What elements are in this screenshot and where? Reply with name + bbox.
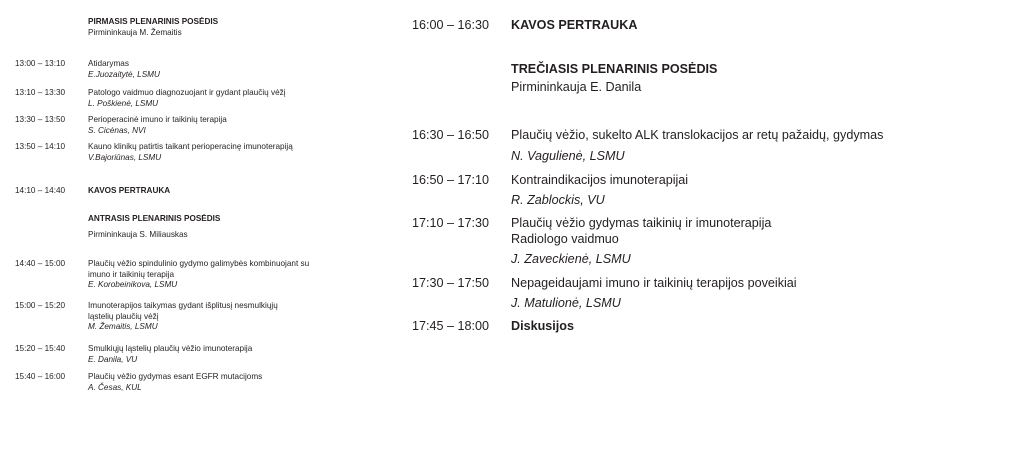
session-3-chair: Pirmininkauja E. Danila [511,79,642,94]
break-time: 14:10 – 14:40 [15,186,66,195]
talk-time: 16:30 – 16:50 [412,128,490,142]
talk-speaker: E.Juozaitytė, LSMU [88,69,160,79]
talk-time: 15:40 – 16:00 [15,372,66,381]
session-1-chair: Pirmininkauja M. Žemaitis [88,27,182,37]
talk-speaker: E. Danila, VU [88,354,138,364]
talk-time: 17:10 – 17:30 [412,216,490,230]
session-1-title: PIRMASIS PLENARINIS POSĖDIS [88,17,219,26]
talk-title-line: Radiologo vaidmuo [511,231,619,246]
talk-speaker: E. Korobeinikova, LSMU [88,280,178,290]
talk-title-line: Imunoterapijos taikymas gydant išplitusį nesmulkiųjų [88,301,278,310]
talk-time: 14:40 – 15:00 [15,259,66,268]
talk-title-line: Plaučių vėžio spindulinio gydymo galimybės kombinuojant su [88,259,310,268]
talk-title: Atidarymas [88,59,129,68]
talk-speaker: J. Matulionė, LSMU [511,295,621,310]
talk-speaker: S. Cicėnas, NVI [88,125,146,135]
talk-speaker: V.Bajoriūnas, LSMU [88,152,162,162]
talk-title-line: imuno ir taikinių terapija [88,269,175,279]
session-2-chair: Pirmininkauja S. Miliauskas [88,229,188,239]
break-label: KAVOS PERTRAUKA [511,18,638,32]
talk-speaker: J. Zaveckienė, LSMU [511,251,631,266]
talk-title-line: Plaučių vėžio gydymas esant EGFR mutacijoms [88,372,263,381]
talk-speaker: R. Zablockis, VU [511,192,605,207]
talk-title-line: ląstelių plaučių vėžį [88,311,159,321]
talk-speaker: N. Vagulienė, LSMU [511,148,625,163]
talk-title-line: Nepageidaujami imuno ir taikinių terapijos poveikiai [511,276,797,290]
talk-speaker: L. Poškienė, LSMU [88,98,159,108]
talk-time: 13:30 – 13:50 [15,115,66,124]
talk-time: 13:10 – 13:30 [15,88,66,97]
talk-time: 13:00 – 13:10 [15,59,66,68]
talk-title: Kauno klinikų patirtis taikant perioperacinę imunoterapiją [88,142,293,151]
talk-title-line: Kontraindikacijos imunoterapijai [511,173,689,187]
talk-time: 17:30 – 17:50 [412,276,490,290]
talk-time: 15:00 – 15:20 [15,301,66,310]
talk-speaker: M. Žemaitis, LSMU [88,322,158,332]
closing-time: 17:45 – 18:00 [412,319,490,333]
talk-title-line: Plaučių vėžio, sukelto ALK translokacijos ar retų pažaidų, gydymas [511,128,884,142]
closing-label: Diskusijos [511,319,574,333]
talk-title-line: Plaučių vėžio gydymas taikinių ir imunoterapija [511,216,772,230]
session-3-title: TREČIASIS PLENARINIS POSĖDIS [511,62,718,76]
talk-time: 15:20 – 15:40 [15,344,66,353]
session-2-title: ANTRASIS PLENARINIS POSĖDIS [88,214,221,223]
break-time: 16:00 – 16:30 [412,18,490,32]
talk-time: 16:50 – 17:10 [412,173,490,187]
talk-title: Perioperacinė imuno ir taikinių terapija [88,115,227,124]
talk-time: 13:50 – 14:10 [15,142,66,151]
talk-title: Patologo vaidmuo diagnozuojant ir gydant plaučių vėžį [88,88,286,97]
talk-title-line: Smulkiųjų ląstelių plaučių vėžio imunoterapija [88,344,253,353]
break-label: KAVOS PERTRAUKA [88,186,171,195]
talk-speaker: A. Česas, KUL [88,382,142,392]
